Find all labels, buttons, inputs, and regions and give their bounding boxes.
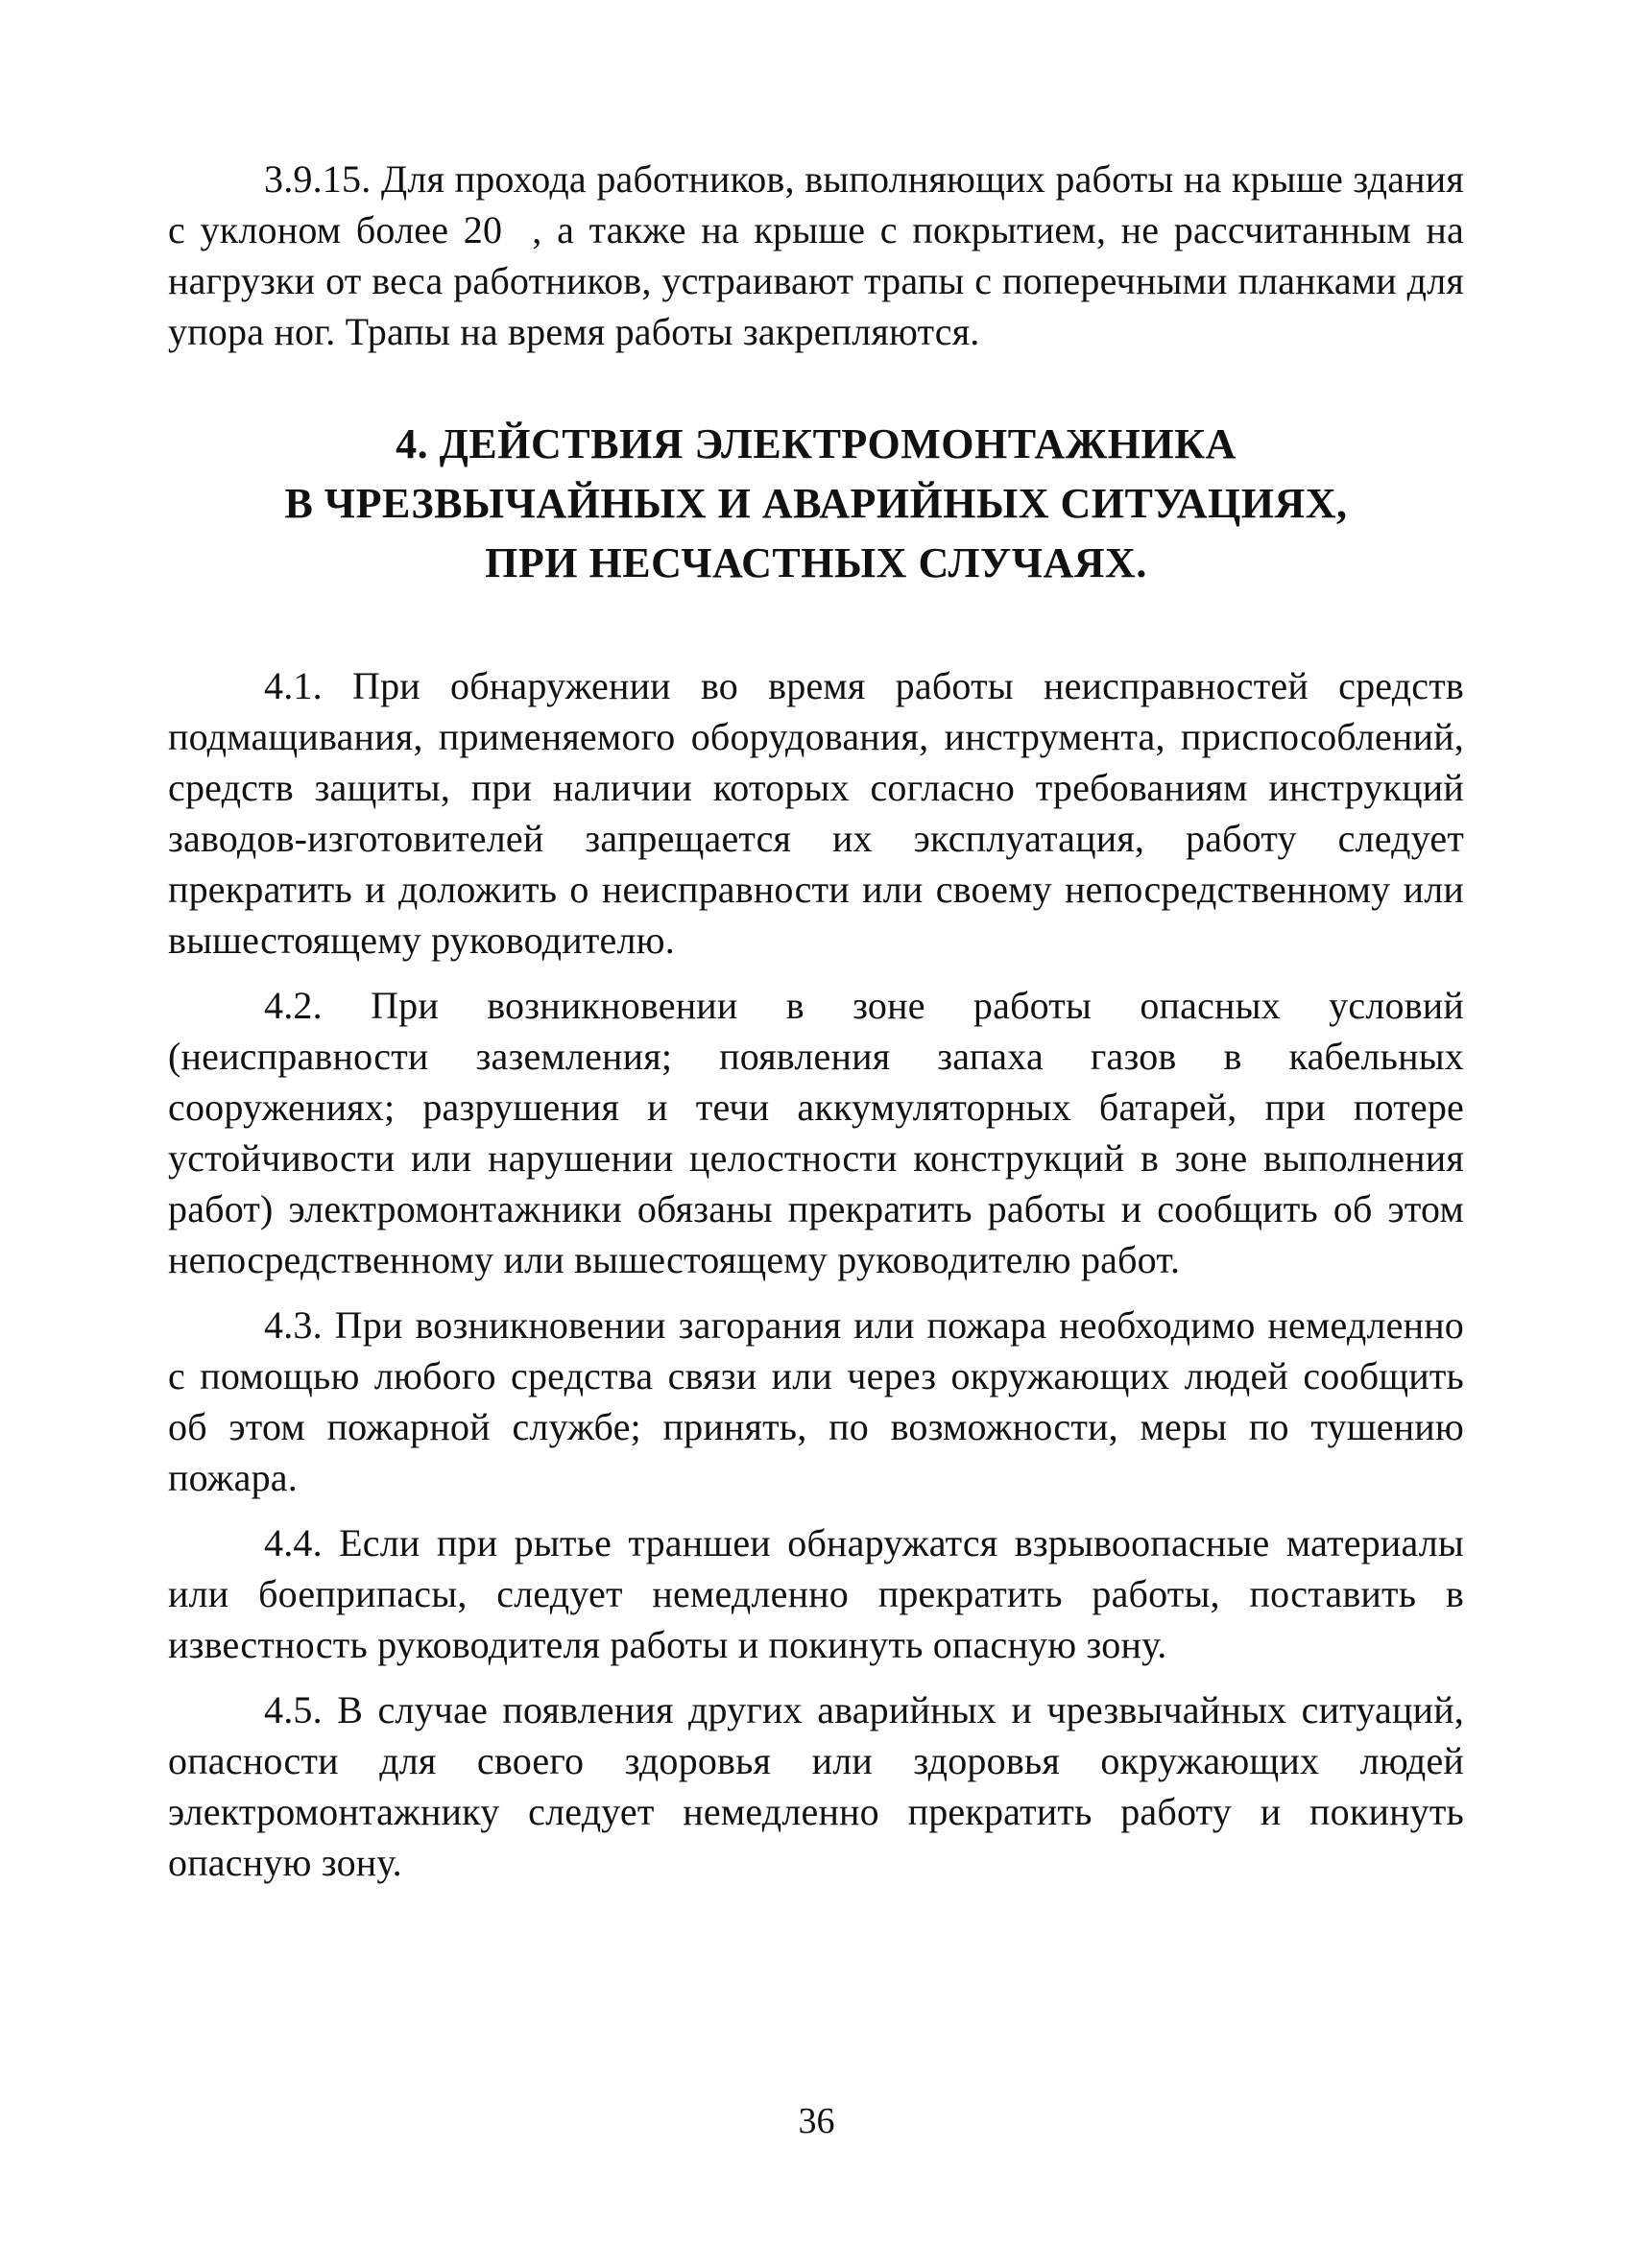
section-heading [168,415,1464,593]
section-heading-line-3: ПРИ НЕСЧАСТНЫХ СЛУЧАЯХ. [485,539,1147,586]
section-heading-line-1: 4. ДЕЙСТВИЯ ЭЛЕКТРОМОНТАЖНИКА [396,420,1237,467]
paragraph-4-3: 4.3. При возникновении загорания или пожара необходимо немедленно с помощью любого средства связи или через окружающих людей сообщить об этом пожарной службе; принять, по возможности, меры по тушению пожара. [168,1303,1464,1499]
paragraph-3-9-15: 3.9.15. Для прохода работников, выполняющих работы на крыше здания с уклоном более 20 , а также на крыше с покрытием, не рассчитанным на нагрузки от веса работников, устраивают трапы с поперечными планками для упора ног. Трапы на время работы закрепляются. [168,157,1464,353]
page-content [168,154,1464,1888]
paragraph-4-1: 4.1. При обнаружении во время работы неисправностей средств подмащивания, применяемого оборудования, инструмента, приспособлений, средств защиты, при наличии которых согласно требованиям инструкций заводов-изготовителей запрещается их эксплуатация, работу следует прекратить и доложить о неисправности или своему непосредственному или вышестоящему руководителю. [168,664,1464,962]
paragraph-4-2: 4.2. При возникновении в зоне работы опасных условий (неисправности заземления; появления запаха газов в кабельных сооружениях; разрушения и течи аккумуляторных батарей, при потере устойчивости или нарушении целостности конструкций в зоне выполнения работ) электромонтажники обязаны прекратить работы и сообщить об этом непосредственному или вышестоящему руководителю работ. [168,984,1464,1281]
page-number: 36 [798,2101,835,2141]
paragraph-4-4: 4.4. Если при рытье траншеи обнаружатся взрывоопасные материалы или боеприпасы, следует немедленно прекратить работы, поставить в известность руководителя работы и покинуть опасную зону. [168,1521,1464,1666]
section-heading-line-2: В ЧРЕЗВЫЧАЙНЫХ И АВАРИЙНЫХ СИТУАЦИЯХ, [284,480,1348,527]
paragraph-4-5: 4.5. В случае появления других аварийных и чрезвычайных ситуаций, опасности для своего здоровья или здоровья окружающих людей электромонтажнику следует немедленно прекратить работу и покинуть опасную зону. [168,1688,1464,1884]
